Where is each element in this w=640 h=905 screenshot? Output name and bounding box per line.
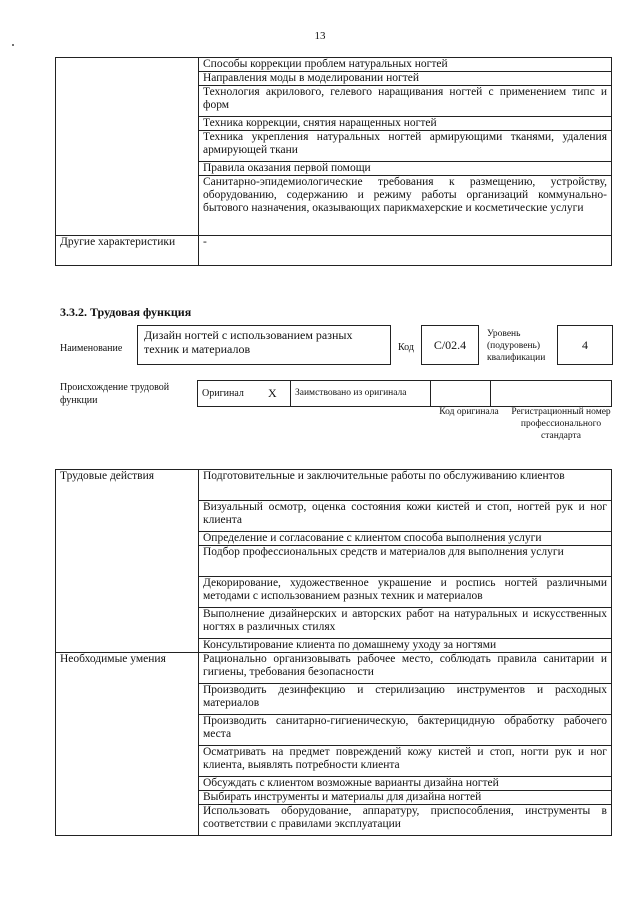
knowledge-item: Направления моды в моделировании ногтей — [199, 72, 612, 86]
labor-action-item: Консультирование клиента по домашнему уходу за ногтями — [199, 639, 612, 653]
level-box — [557, 325, 613, 365]
code-box — [421, 325, 479, 365]
borrowed-label: Заимствовано из оригинала — [291, 381, 431, 407]
knowledge-item: Техника укрепления натуральных ногтей армирующими тканями, удаления армирующей ткани — [199, 131, 612, 162]
knowledge-item: Правила оказания первой помощи — [199, 162, 612, 176]
skill-item: Производить санитарно-гигиеническую, бактерицидную обработку рабочего места — [199, 715, 612, 746]
skill-item: Обсуждать с клиентом возможные варианты дизайна ногтей — [199, 777, 612, 791]
origin-label: Происхождение трудовой функции — [60, 382, 170, 406]
skill-item: Производить дезинфекцию и стерилизацию инструментов и расходных материалов — [199, 684, 612, 715]
code-label: Код — [398, 342, 414, 353]
knowledge-table — [55, 57, 612, 266]
level-label: Уровень (подуровень) квалификации — [487, 329, 546, 363]
labor-actions-label: Трудовые действия — [56, 470, 199, 653]
other-characteristics-value: - — [199, 236, 612, 266]
level-value: 4 — [582, 338, 588, 352]
knowledge-item: Технология акрилового, гелевого наращивания ногтей с применением типс и форм — [199, 86, 612, 117]
labor-action-item: Визуальный осмотр, оценка состояния кожи кистей и стоп, ногтей рук и ног клиента — [199, 501, 612, 532]
code-value: С/02.4 — [433, 338, 467, 352]
page-number: 13 — [314, 30, 326, 42]
original-mark: X — [268, 386, 277, 400]
reg-number-cell — [491, 381, 612, 407]
labor-action-item: Выполнение дизайнерских и авторских работ на натуральных и искусственных ногтях в различных стилях — [199, 608, 612, 639]
name-label: Наименование — [60, 343, 123, 354]
knowledge-item: Техника коррекции, снятия наращенных ногтей — [199, 117, 612, 131]
skill-item: Осматривать на предмет повреждений кожу кистей и стоп, ногти рук и ног клиента, выявлять потребности клиента — [199, 746, 612, 777]
function-name-value: Дизайн ногтей с использованием разных техник и материалов — [144, 328, 353, 356]
skill-item: Выбирать инструменты и материалы для дизайна ногтей — [199, 791, 612, 805]
skill-item: Использовать оборудование, аппаратуру, приспособления, инструменты в соответствии с правилами эксплуатации — [199, 805, 612, 836]
labor-action-item: Определение и согласование с клиентом способа выполнения услуги — [199, 532, 612, 546]
scan-speck — [12, 44, 14, 46]
required-skills-label: Необходимые умения — [56, 653, 199, 836]
original-code-caption: Код оригинала — [439, 407, 499, 417]
function-name-box — [137, 325, 391, 365]
labor-action-item: Подготовительные и заключительные работы по обслуживанию клиентов — [199, 470, 612, 501]
knowledge-item: Способы коррекции проблем натуральных ногтей — [199, 58, 612, 72]
function-details-table — [55, 469, 612, 836]
labor-action-item: Подбор профессиональных средств и материалов для выполнения услуги — [199, 546, 612, 577]
origin-table — [197, 380, 612, 407]
skill-item: Рационально организовывать рабочее место, соблюдать правила санитарии и гигиены, требования безопасности — [199, 653, 612, 684]
knowledge-label-cell — [56, 58, 199, 236]
reg-number-caption: Регистрационный номер профессионального стандарта — [511, 407, 611, 441]
section-title: 3.3.2. Трудовая функция — [60, 305, 192, 319]
labor-action-item: Декорирование, художественное украшение и роспись ногтей различными методами с использованием разных техник и материалов — [199, 577, 612, 608]
original-code-cell — [431, 381, 491, 407]
knowledge-item: Санитарно-эпидемиологические требования к размещению, устройству, оборудованию, содержанию и режиму работы организаций коммунально-бытового назначения, оказывающих парикмахерские и косметические услуги — [199, 176, 612, 236]
original-label: Оригинал — [202, 388, 244, 399]
other-characteristics-label: Другие характеристики — [56, 236, 199, 266]
original-cell — [198, 381, 291, 407]
